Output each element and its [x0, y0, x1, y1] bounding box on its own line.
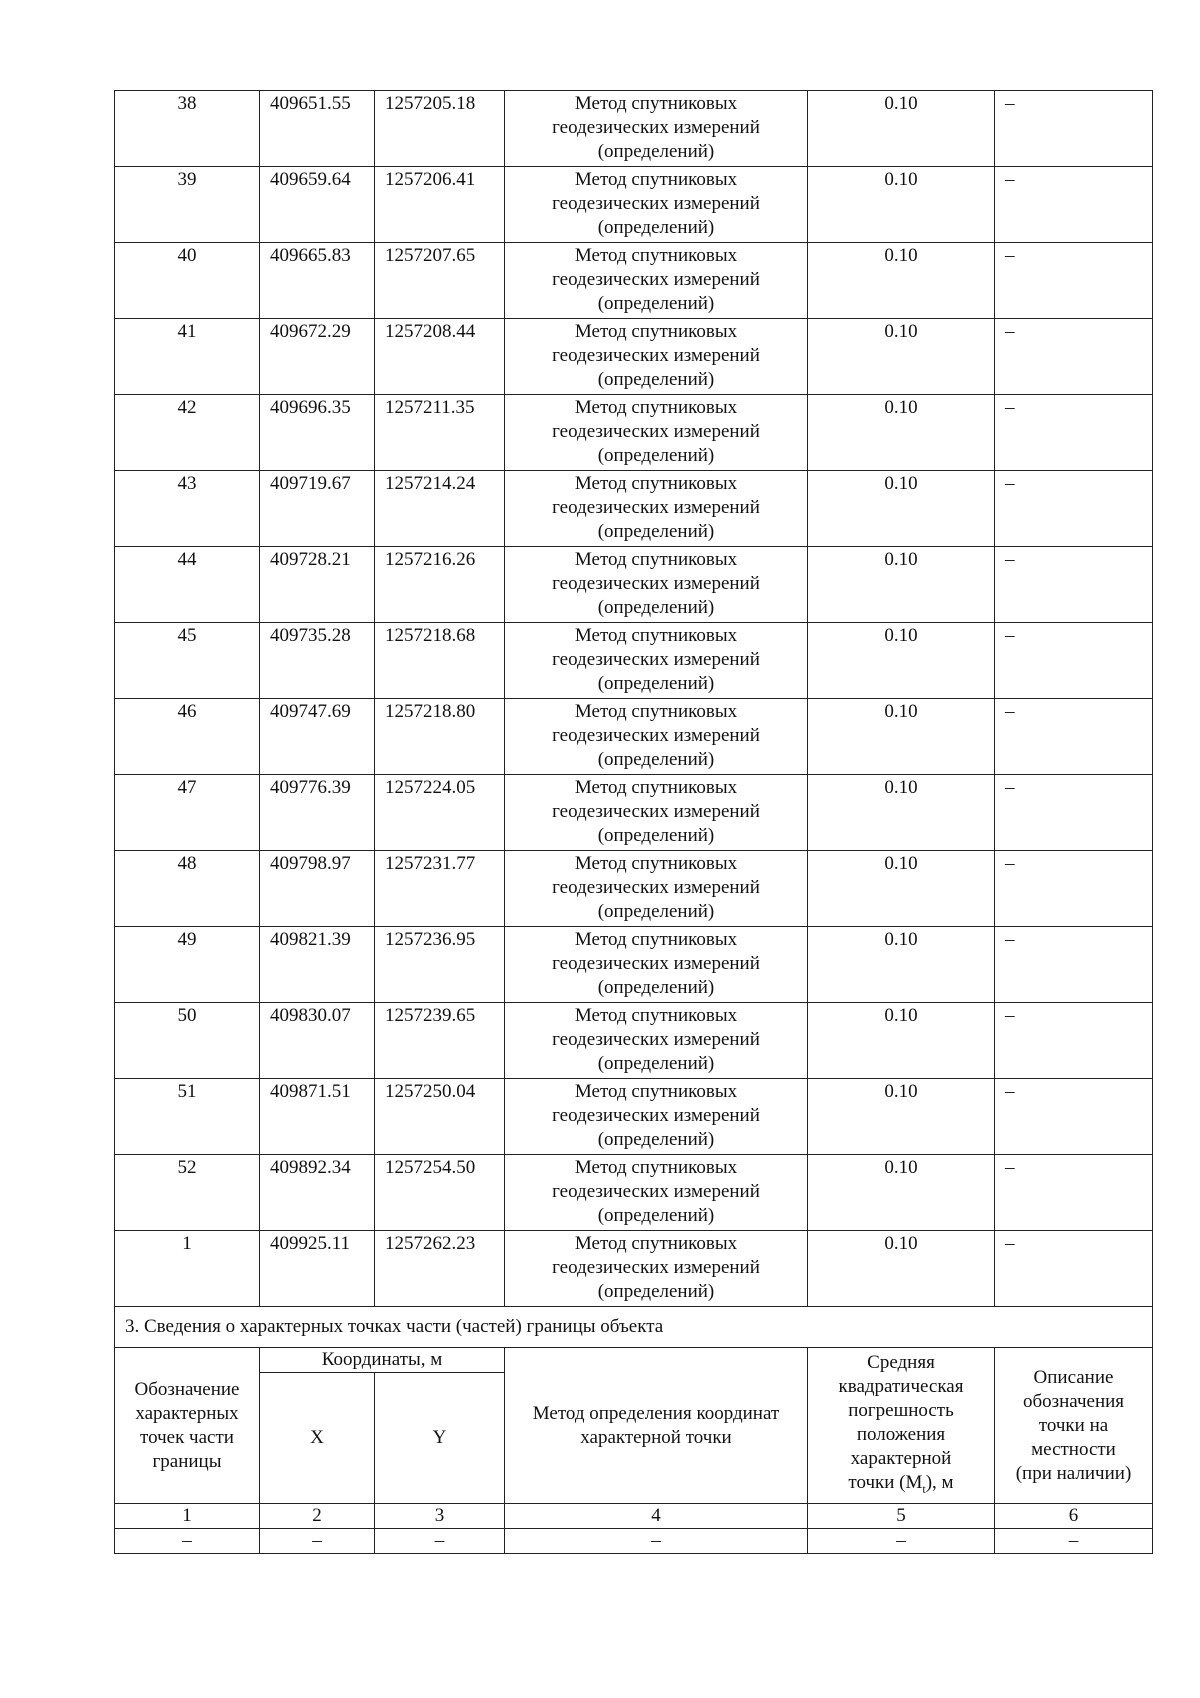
header-mean-square-error — [808, 1348, 995, 1504]
error-cell: 0.10 — [808, 91, 995, 167]
boundary-points-table — [114, 90, 1153, 1554]
description-cell: – — [995, 395, 1153, 471]
table-row — [115, 775, 1153, 851]
header-coordinates: Координаты, м — [260, 1348, 505, 1373]
error-cell: 0.10 — [808, 319, 995, 395]
x-coordinate-cell: 409776.39 — [260, 775, 375, 851]
description-cell: – — [995, 167, 1153, 243]
table-row — [115, 167, 1153, 243]
column-number: 6 — [995, 1504, 1153, 1529]
description-cell: – — [995, 243, 1153, 319]
x-coordinate-cell: 409892.34 — [260, 1155, 375, 1231]
point-cell: 1 — [115, 1231, 260, 1307]
y-coordinate-cell: 1257236.95 — [375, 927, 505, 1003]
x-coordinate-cell: 409925.11 — [260, 1231, 375, 1307]
y-coordinate-cell: 1257254.50 — [375, 1155, 505, 1231]
method-cell: Метод спутниковых геодезических измерений (определений) — [505, 547, 808, 623]
y-coordinate-cell: 1257224.05 — [375, 775, 505, 851]
x-coordinate-cell: 409665.83 — [260, 243, 375, 319]
section3-empty-row — [115, 1529, 1153, 1554]
method-cell: Метод спутниковых геодезических измерений (определений) — [505, 1079, 808, 1155]
method-cell: Метод спутниковых геодезических измерений (определений) — [505, 927, 808, 1003]
x-coordinate-cell: 409659.64 — [260, 167, 375, 243]
table-body — [115, 91, 1153, 1307]
error-cell: 0.10 — [808, 623, 995, 699]
y-coordinate-cell: 1257208.44 — [375, 319, 505, 395]
section3-header-row-1 — [115, 1348, 1153, 1373]
description-cell: – — [995, 851, 1153, 927]
section3-block — [115, 1307, 1153, 1554]
description-cell: – — [995, 1079, 1153, 1155]
x-coordinate-cell: 409830.07 — [260, 1003, 375, 1079]
error-cell: 0.10 — [808, 243, 995, 319]
header-error-subscript: t — [922, 1481, 926, 1496]
point-cell: 48 — [115, 851, 260, 927]
error-cell: 0.10 — [808, 547, 995, 623]
point-cell: 47 — [115, 775, 260, 851]
column-number: 5 — [808, 1504, 995, 1529]
point-cell: 41 — [115, 319, 260, 395]
point-cell: 49 — [115, 927, 260, 1003]
method-cell: Метод спутниковых геодезических измерений (определений) — [505, 699, 808, 775]
error-cell: 0.10 — [808, 167, 995, 243]
y-coordinate-cell: 1257218.68 — [375, 623, 505, 699]
method-cell: Метод спутниковых геодезических измерений (определений) — [505, 1003, 808, 1079]
y-coordinate-cell: 1257207.65 — [375, 243, 505, 319]
method-cell: Метод спутниковых геодезических измерений (определений) — [505, 319, 808, 395]
description-cell: – — [995, 775, 1153, 851]
description-cell: – — [995, 927, 1153, 1003]
point-cell: 52 — [115, 1155, 260, 1231]
column-number: 2 — [260, 1504, 375, 1529]
error-cell: 0.10 — [808, 1079, 995, 1155]
error-cell: 0.10 — [808, 699, 995, 775]
table-row — [115, 1003, 1153, 1079]
y-coordinate-cell: 1257211.35 — [375, 395, 505, 471]
method-cell: Метод спутниковых геодезических измерений (определений) — [505, 395, 808, 471]
x-coordinate-cell: 409747.69 — [260, 699, 375, 775]
table-row — [115, 699, 1153, 775]
description-cell: – — [995, 623, 1153, 699]
y-coordinate-cell: 1257250.04 — [375, 1079, 505, 1155]
error-cell: 0.10 — [808, 775, 995, 851]
description-cell: – — [995, 1155, 1153, 1231]
description-cell: – — [995, 1231, 1153, 1307]
header-error-suffix: ), м — [925, 1471, 954, 1493]
header-method: Метод определения координат характерной точки — [505, 1348, 808, 1504]
point-cell: 45 — [115, 623, 260, 699]
table-row — [115, 851, 1153, 927]
error-cell: 0.10 — [808, 471, 995, 547]
description-cell: – — [995, 319, 1153, 395]
description-cell: – — [995, 471, 1153, 547]
section3-title: 3. Сведения о характерных точках части (частей) границы объекта — [115, 1307, 1153, 1348]
method-cell: Метод спутниковых геодезических измерений (определений) — [505, 1155, 808, 1231]
table-row — [115, 1155, 1153, 1231]
table-row — [115, 319, 1153, 395]
method-cell: Метод спутниковых геодезических измерений (определений) — [505, 623, 808, 699]
empty-cell: – — [808, 1529, 995, 1554]
table-row — [115, 1231, 1153, 1307]
x-coordinate-cell: 409672.29 — [260, 319, 375, 395]
y-coordinate-cell: 1257216.26 — [375, 547, 505, 623]
error-cell: 0.10 — [808, 851, 995, 927]
empty-cell: – — [375, 1529, 505, 1554]
empty-cell: – — [995, 1529, 1153, 1554]
error-cell: 0.10 — [808, 395, 995, 471]
table-row — [115, 243, 1153, 319]
method-cell: Метод спутниковых геодезических измерений (определений) — [505, 167, 808, 243]
point-cell: 44 — [115, 547, 260, 623]
error-cell: 0.10 — [808, 1155, 995, 1231]
method-cell: Метод спутниковых геодезических измерений (определений) — [505, 243, 808, 319]
method-cell: Метод спутниковых геодезических измерений (определений) — [505, 91, 808, 167]
column-number: 4 — [505, 1504, 808, 1529]
description-cell: – — [995, 1003, 1153, 1079]
error-cell: 0.10 — [808, 1003, 995, 1079]
header-error-text: Средняя квадратическая погрешность положения характерной точки (M — [838, 1351, 964, 1493]
table-row — [115, 927, 1153, 1003]
x-coordinate-cell: 409821.39 — [260, 927, 375, 1003]
point-cell: 38 — [115, 91, 260, 167]
column-number: 1 — [115, 1504, 260, 1529]
table-row — [115, 471, 1153, 547]
point-cell: 39 — [115, 167, 260, 243]
table-row — [115, 623, 1153, 699]
y-coordinate-cell: 1257205.18 — [375, 91, 505, 167]
column-number-row — [115, 1504, 1153, 1529]
header-x: X — [260, 1373, 375, 1504]
table-row — [115, 547, 1153, 623]
table-row — [115, 91, 1153, 167]
error-cell: 0.10 — [808, 927, 995, 1003]
y-coordinate-cell: 1257231.77 — [375, 851, 505, 927]
empty-cell: – — [115, 1529, 260, 1554]
description-cell: – — [995, 547, 1153, 623]
description-cell: – — [995, 699, 1153, 775]
document-sheet — [114, 90, 1152, 1554]
method-cell: Метод спутниковых геодезических измерений (определений) — [505, 775, 808, 851]
method-cell: Метод спутниковых геодезических измерений (определений) — [505, 1231, 808, 1307]
table-row — [115, 395, 1153, 471]
method-cell: Метод спутниковых геодезических измерений (определений) — [505, 471, 808, 547]
header-description: Описание обозначения точки на местности (при наличии) — [995, 1348, 1153, 1504]
point-cell: 43 — [115, 471, 260, 547]
y-coordinate-cell: 1257218.80 — [375, 699, 505, 775]
header-y: Y — [375, 1373, 505, 1504]
error-cell: 0.10 — [808, 1231, 995, 1307]
x-coordinate-cell: 409728.21 — [260, 547, 375, 623]
y-coordinate-cell: 1257262.23 — [375, 1231, 505, 1307]
method-cell: Метод спутниковых геодезических измерений (определений) — [505, 851, 808, 927]
point-cell: 42 — [115, 395, 260, 471]
x-coordinate-cell: 409798.97 — [260, 851, 375, 927]
x-coordinate-cell: 409696.35 — [260, 395, 375, 471]
point-cell: 50 — [115, 1003, 260, 1079]
point-cell: 40 — [115, 243, 260, 319]
column-number: 3 — [375, 1504, 505, 1529]
x-coordinate-cell: 409735.28 — [260, 623, 375, 699]
empty-cell: – — [260, 1529, 375, 1554]
header-point-designation: Обозначение характерных точек части границы — [115, 1348, 260, 1504]
y-coordinate-cell: 1257206.41 — [375, 167, 505, 243]
description-cell: – — [995, 91, 1153, 167]
point-cell: 51 — [115, 1079, 260, 1155]
y-coordinate-cell: 1257239.65 — [375, 1003, 505, 1079]
empty-cell: – — [505, 1529, 808, 1554]
table-row — [115, 1079, 1153, 1155]
point-cell: 46 — [115, 699, 260, 775]
y-coordinate-cell: 1257214.24 — [375, 471, 505, 547]
x-coordinate-cell: 409651.55 — [260, 91, 375, 167]
x-coordinate-cell: 409719.67 — [260, 471, 375, 547]
section3-title-row — [115, 1307, 1153, 1348]
x-coordinate-cell: 409871.51 — [260, 1079, 375, 1155]
